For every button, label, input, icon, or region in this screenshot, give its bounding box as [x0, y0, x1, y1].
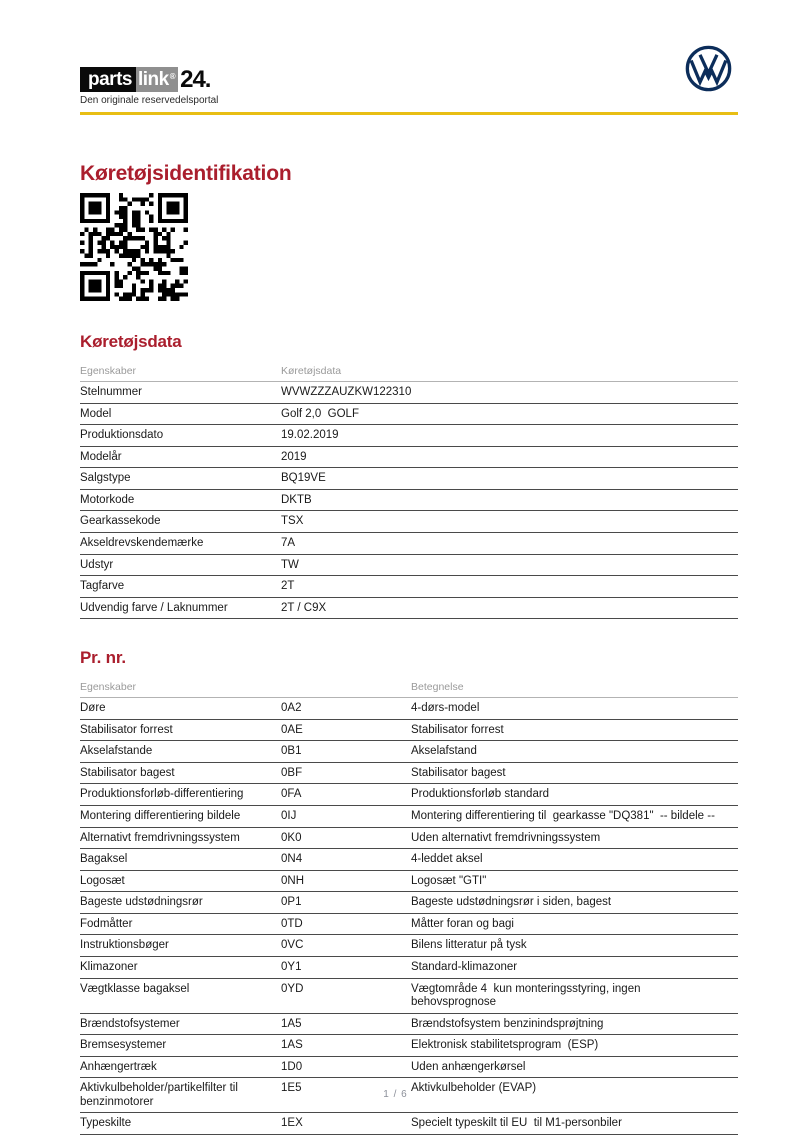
row-desc: Uden alternativt fremdrivningssystem [411, 831, 601, 844]
table-row [80, 741, 738, 763]
row-label: Bagaksel [80, 853, 128, 866]
row-desc: Montering differentiering til gearkasse "DQ381" -- bildele -- [411, 810, 715, 822]
table-row [80, 871, 738, 893]
logo-parts-segment: parts [80, 67, 136, 92]
table-row [80, 447, 738, 469]
row-code: 0IJ [281, 810, 297, 822]
row-label: Bageste udstødningsrør [80, 896, 203, 909]
row-label: Modelår [80, 450, 122, 463]
brand-tagline: Den originale reservedelsportal [80, 95, 219, 106]
row-label: Instruktionsbøger [80, 939, 169, 952]
row-desc: Måtter foran og bagi [411, 917, 514, 930]
row-label: Motorkode [80, 493, 135, 506]
row-label: Bremsesystemer [80, 1039, 167, 1052]
row-code: 0AE [281, 723, 303, 736]
row-label: Salgstype [80, 472, 131, 485]
row-code: 0K0 [281, 831, 302, 844]
row-desc: Stabilisator forrest [411, 723, 504, 736]
row-label: Stabilisator forrest [80, 723, 173, 736]
row-label: Akseldrevskendemærke [80, 536, 204, 549]
row-code: 0A2 [281, 702, 302, 715]
logo-24-segment: 24. [180, 66, 211, 93]
row-label: Typeskilte [80, 1117, 132, 1130]
table-row [80, 720, 738, 742]
table-row [80, 914, 738, 936]
row-label: Produktionsdato [80, 429, 164, 442]
row-value: DKTB [281, 493, 312, 506]
qr-code [80, 193, 188, 301]
table-row [80, 533, 738, 555]
table-row [80, 425, 738, 447]
table-row [80, 935, 738, 957]
partslink-logo [80, 67, 738, 106]
table-row [80, 404, 738, 426]
row-code: 0B1 [281, 745, 302, 758]
row-label: Stelnummer [80, 386, 142, 398]
row-value: 19.02.2019 [281, 429, 339, 442]
row-desc: Specielt typeskilt til EU til M1-personbiler [411, 1117, 622, 1130]
row-label: Klimazoner [80, 960, 138, 973]
table-row [80, 806, 738, 828]
row-label: Fodmåtter [80, 917, 133, 930]
table-row [80, 490, 738, 512]
prnr-section-heading: Pr. nr. [80, 648, 126, 668]
column-header-egenskaber: Egenskaber [80, 681, 137, 694]
table-row [80, 698, 738, 720]
table-row [80, 979, 738, 1014]
logo-link-segment [136, 67, 178, 92]
row-label: Tagfarve [80, 580, 125, 593]
column-header-betegnelse: Betegnelse [411, 681, 464, 694]
row-value: 7A [281, 536, 296, 549]
row-label: Udstyr [80, 558, 114, 571]
row-value: TW [281, 558, 299, 571]
row-desc: Brændstofsystem benzinindsprøjtning [411, 1017, 604, 1030]
row-code: 0YD [281, 982, 304, 995]
row-code: 1D0 [281, 1060, 303, 1073]
brand-rule [80, 112, 738, 115]
table-row [80, 576, 738, 598]
table-row [80, 763, 738, 785]
row-label: Produktionsforløb-differentiering [80, 788, 244, 801]
registered-mark-icon: ® [169, 71, 176, 81]
row-code: 1E5 [281, 1082, 302, 1095]
row-label: Logosæt [80, 874, 125, 887]
table-row [80, 784, 738, 806]
table-row [80, 468, 738, 490]
row-code: 1A5 [281, 1017, 302, 1030]
row-label: Udvendig farve / Laknummer [80, 601, 228, 614]
prnr-table-header [80, 681, 738, 698]
row-value: 2T / C9X [281, 601, 327, 614]
column-header-code [281, 681, 411, 693]
row-code: 0NH [281, 874, 305, 887]
row-label: Akselafstande [80, 745, 153, 758]
vehicle-table [80, 365, 738, 619]
row-desc: Logosæt "GTI" [411, 874, 487, 887]
row-code: 0VC [281, 939, 304, 952]
row-code: 0N4 [281, 853, 303, 866]
row-desc: Stabilisator bagest [411, 766, 506, 779]
row-label: Montering differentiering bildele [80, 810, 241, 822]
column-header-koretojsdata: Køretøjsdata [281, 365, 342, 377]
table-row [80, 511, 738, 533]
table-row [80, 1113, 738, 1135]
row-code: 0TD [281, 917, 303, 930]
row-desc: Standard-klimazoner [411, 960, 518, 973]
table-row [80, 828, 738, 850]
row-value: BQ19VE [281, 472, 326, 485]
row-desc: Uden anhængerkørsel [411, 1060, 526, 1073]
table-row [80, 957, 738, 979]
table-row [80, 382, 738, 404]
row-label: Brændstofsystemer [80, 1017, 180, 1030]
row-desc: Bilens litteratur på tysk [411, 939, 527, 952]
vehicle-section-heading: Køretøjsdata [80, 332, 182, 351]
table-row [80, 849, 738, 871]
row-desc: 4-dørs-model [411, 702, 480, 715]
row-value: WVWZZZAUZKW122310 [281, 386, 412, 398]
row-value: Golf 2,0 GOLF [281, 407, 359, 420]
table-row [80, 892, 738, 914]
row-code: 0BF [281, 766, 303, 779]
row-label: Anhængertræk [80, 1060, 157, 1073]
row-desc: Vægtområde 4 kun monteringsstyring, ingen behovsprognose [411, 982, 647, 1009]
row-desc: Bageste udstødningsrør i siden, bagest [411, 896, 612, 909]
row-label: Model [80, 407, 112, 420]
row-desc: 4-leddet aksel [411, 853, 483, 866]
page-number: 1 / 6 [383, 1089, 408, 1100]
row-code: 0Y1 [281, 960, 302, 973]
row-label: Gearkassekode [80, 515, 161, 528]
prnr-table [80, 681, 738, 1135]
row-value: 2T [281, 580, 295, 593]
table-row [80, 1035, 738, 1057]
row-desc: Akselafstand [411, 745, 477, 758]
row-label: Døre [80, 702, 106, 715]
row-code: 1AS [281, 1039, 303, 1052]
table-row [80, 598, 738, 620]
row-desc: Aktivkulbeholder (EVAP) [411, 1082, 537, 1095]
row-desc: Elektronisk stabilitetsprogram (ESP) [411, 1039, 599, 1052]
row-value: 2019 [281, 450, 307, 463]
column-header-egenskaber: Egenskaber [80, 365, 137, 377]
row-label: Aktivkulbeholder/partikelfilter til benzinmotorer [80, 1082, 242, 1108]
row-desc: Produktionsforløb standard [411, 788, 550, 801]
row-code: 0FA [281, 788, 302, 801]
row-code: 1EX [281, 1117, 303, 1130]
row-label: Vægtklasse bagaksel [80, 982, 190, 995]
row-label: Alternativt fremdrivningssystem [80, 831, 240, 844]
row-value: TSX [281, 515, 304, 528]
vehicle-table-header [80, 365, 738, 382]
table-row [80, 555, 738, 577]
row-code: 0P1 [281, 896, 302, 909]
row-label: Stabilisator bagest [80, 766, 175, 779]
vw-logo-icon [685, 45, 732, 92]
table-row [80, 1014, 738, 1036]
table-row [80, 1057, 738, 1079]
logo-link-text: link [137, 69, 169, 90]
page-title: Køretøjsidentifikation [80, 162, 292, 185]
